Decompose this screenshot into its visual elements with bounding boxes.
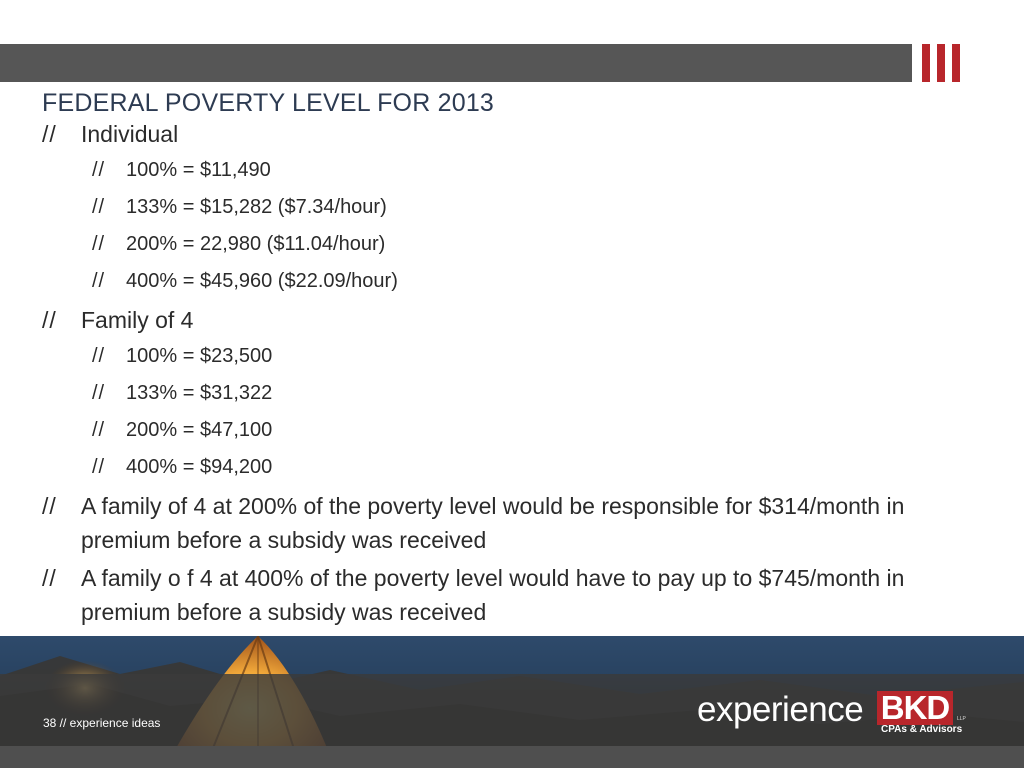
sub-bullet-item xyxy=(42,266,922,296)
bullet-marker: // xyxy=(92,419,106,441)
sub-bullet-item xyxy=(42,192,922,222)
sub-bullet-text: 100% = $23,500 xyxy=(126,345,273,367)
bullet-text: Individual xyxy=(81,121,179,147)
bullet-item xyxy=(42,489,922,557)
sub-bullet-text: 400% = $45,960 ($22.09/hour) xyxy=(126,270,398,292)
logo-llp: LLP xyxy=(957,716,966,722)
bullet-item xyxy=(42,561,922,629)
sub-bullet-item xyxy=(42,415,922,445)
bullet-text: A family o f 4 at 400% of the poverty level would have to pay up to $745/month in premium before a subsidy was received xyxy=(81,565,905,625)
bullet-item xyxy=(42,303,922,337)
sub-bullet-item xyxy=(42,155,922,185)
bullet-marker: // xyxy=(92,382,106,404)
bullet-list xyxy=(42,117,922,633)
sub-bullet-item xyxy=(42,378,922,408)
bullet-text: Family of 4 xyxy=(81,307,194,333)
brand-stripes-decoration xyxy=(922,44,962,82)
footer-strip xyxy=(0,746,1024,768)
sub-bullet-text: 400% = $94,200 xyxy=(126,456,273,478)
company-logo xyxy=(697,688,977,736)
page-number-label: 38 // experience ideas xyxy=(43,716,161,730)
sub-bullet-text: 133% = $31,322 xyxy=(126,382,273,404)
bullet-marker: // xyxy=(92,456,106,478)
bullet-marker: // xyxy=(92,159,106,181)
bullet-marker: // xyxy=(42,307,57,333)
bullet-marker: // xyxy=(92,270,106,292)
bullet-marker: // xyxy=(42,493,57,519)
bullet-marker: // xyxy=(92,196,106,218)
logo-brand: BKD xyxy=(877,691,953,725)
bullet-marker: // xyxy=(42,565,57,591)
sub-bullet-item xyxy=(42,341,922,371)
logo-word: experience xyxy=(697,690,864,729)
header-bar xyxy=(0,44,912,82)
logo-tagline: CPAs & Advisors xyxy=(881,724,963,735)
bullet-marker: // xyxy=(92,345,106,367)
bullet-marker: // xyxy=(42,121,57,147)
sub-bullet-text: 100% = $11,490 xyxy=(126,159,271,181)
bullet-marker: // xyxy=(92,233,106,255)
bullet-text: A family of 4 at 200% of the poverty level would be responsible for $314/month in premium before a subsidy was received xyxy=(81,493,905,553)
sub-bullet-text: 200% = $47,100 xyxy=(126,419,273,441)
sub-bullet-text: 133% = $15,282 ($7.34/hour) xyxy=(126,196,387,218)
bullet-item xyxy=(42,117,922,151)
sub-bullet-item xyxy=(42,452,922,482)
slide-title: FEDERAL POVERTY LEVEL FOR 2013 xyxy=(42,89,495,117)
sub-bullet-text: 200% = 22,980 ($11.04/hour) xyxy=(126,233,386,255)
sub-bullet-item xyxy=(42,229,922,259)
